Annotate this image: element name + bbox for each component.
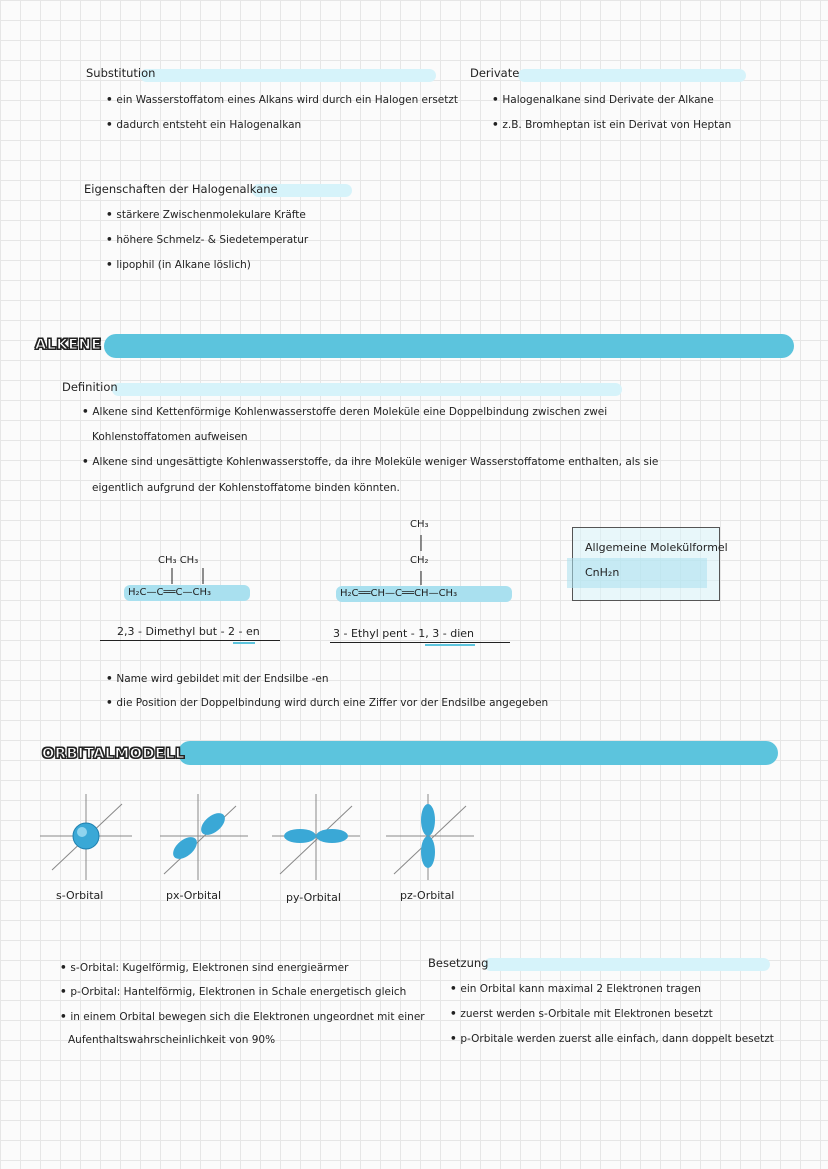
molecule-2-top: CH₃ <box>410 519 429 530</box>
substitution-bullet-1: • ein Wasserstoffatom eines Alkans wird durch ein Halogen ersetzt <box>106 94 458 106</box>
underline <box>100 640 280 641</box>
orbital-heading: ORBITALMODELL <box>42 746 185 762</box>
highlight-bar <box>518 69 746 82</box>
derivate-bullet-1: • Halogenalkane sind Derivate der Alkane <box>492 94 714 106</box>
eigenschaften-bullet-3: • lipophil (in Alkane löslich) <box>106 259 251 271</box>
highlight-bar <box>112 383 622 396</box>
derivate-bullet-2: • z.B. Bromheptan ist ein Derivat von Heptan <box>492 119 731 131</box>
definition-bullet-1-cont: Kohlenstoffatomen aufweisen <box>92 431 248 443</box>
highlight-bar <box>484 958 770 971</box>
definition-bullet-2-cont: eigentlich aufgrund der Kohlenstoffatome binden könnten. <box>92 482 400 494</box>
molecule-2-mid: CH₂ <box>410 555 429 566</box>
besetzung-bullet-1: • ein Orbital kann maximal 2 Elektronen tragen <box>450 983 701 995</box>
molecule-2 <box>330 515 520 620</box>
orbital-label-s: s-Orbital <box>56 889 104 902</box>
orbital-heading-bar <box>178 741 778 765</box>
orbital-fact-3-cont: Aufenthaltswahrscheinlichkeit von 90% <box>68 1034 276 1046</box>
molecule-2-bonds <box>330 515 520 595</box>
orbital-label-px: px-Orbital <box>166 889 222 902</box>
eigenschaften-title: Eigenschaften der Halogenalkane <box>84 182 278 196</box>
definition-bullet-2: • Alkene sind ungesättigte Kohlenwasserstoffe, da ihre Moleküle weniger Wasserstoffatome enthalten, als sie <box>82 456 658 468</box>
definition-bullet-1: • Alkene sind Kettenförmige Kohlenwasserstoffe deren Moleküle eine Doppelbindung zwischen zwei <box>82 406 607 418</box>
molecule-1-chain: H₂C—C══C—CH₃ <box>128 587 212 598</box>
eigenschaften-bullet-2: • höhere Schmelz- & Siedetemperatur <box>106 234 308 246</box>
molecule-2-chain: H₂C══CH—C══CH—CH₃ <box>340 588 458 599</box>
orbital-fact-3: • in einem Orbital bewegen sich die Elektronen ungeordnet mit einer <box>60 1011 425 1023</box>
highlight-bar <box>140 69 436 82</box>
molecule-2-name: 3 - Ethyl pent - 1, 3 - dien <box>333 627 474 640</box>
px-orbital-icon <box>160 794 248 880</box>
besetzung-title: Besetzung <box>428 956 489 970</box>
py-orbital-icon <box>272 794 360 880</box>
definition-title: Definition <box>62 380 118 394</box>
orbital-fact-1: • s-Orbital: Kugelförmig, Elektronen sind energieärmer <box>60 962 348 974</box>
underline-accent <box>233 642 255 644</box>
derivate-title: Derivate <box>470 66 520 80</box>
eigenschaften-bullet-1: • stärkere Zwischenmolekulare Kräfte <box>106 209 306 221</box>
molecule-1 <box>112 540 272 620</box>
naming-bullet-2: • die Position der Doppelbindung wird durch eine Ziffer vor der Endsilbe angegeben <box>106 697 548 709</box>
alkene-heading: ALKENE <box>35 337 102 353</box>
orbital-label-py: py-Orbital <box>286 891 341 904</box>
molecule-1-substituents: CH₃ CH₃ <box>158 555 199 566</box>
besetzung-bullet-2: • zuerst werden s-Orbitale mit Elektronen besetzt <box>450 1008 713 1020</box>
pz-orbital-icon <box>386 794 474 880</box>
naming-bullet-1: • Name wird gebildet mit der Endsilbe -en <box>106 673 329 685</box>
formula-box-formula: CnH₂n <box>585 566 620 579</box>
orbital-diagrams <box>30 790 490 890</box>
substitution-title: Substitution <box>86 66 156 80</box>
underline <box>330 642 510 643</box>
underline-accent <box>425 644 475 646</box>
substitution-bullet-2: • dadurch entsteht ein Halogenalkan <box>106 119 301 131</box>
besetzung-bullet-3: • p-Orbitale werden zuerst alle einfach, dann doppelt besetzt <box>450 1033 774 1045</box>
alkene-heading-bar <box>104 334 794 358</box>
formula-box <box>572 527 728 601</box>
orbital-label-pz: pz-Orbital <box>400 889 455 902</box>
formula-box-title: Allgemeine Molekülformel <box>585 541 728 554</box>
orbital-fact-2: • p-Orbital: Hantelförmig, Elektronen in Schale energetisch gleich <box>60 986 406 998</box>
molecule-1-name: 2,3 - Dimethyl but - 2 - en <box>117 625 260 638</box>
s-orbital-icon <box>40 794 132 880</box>
